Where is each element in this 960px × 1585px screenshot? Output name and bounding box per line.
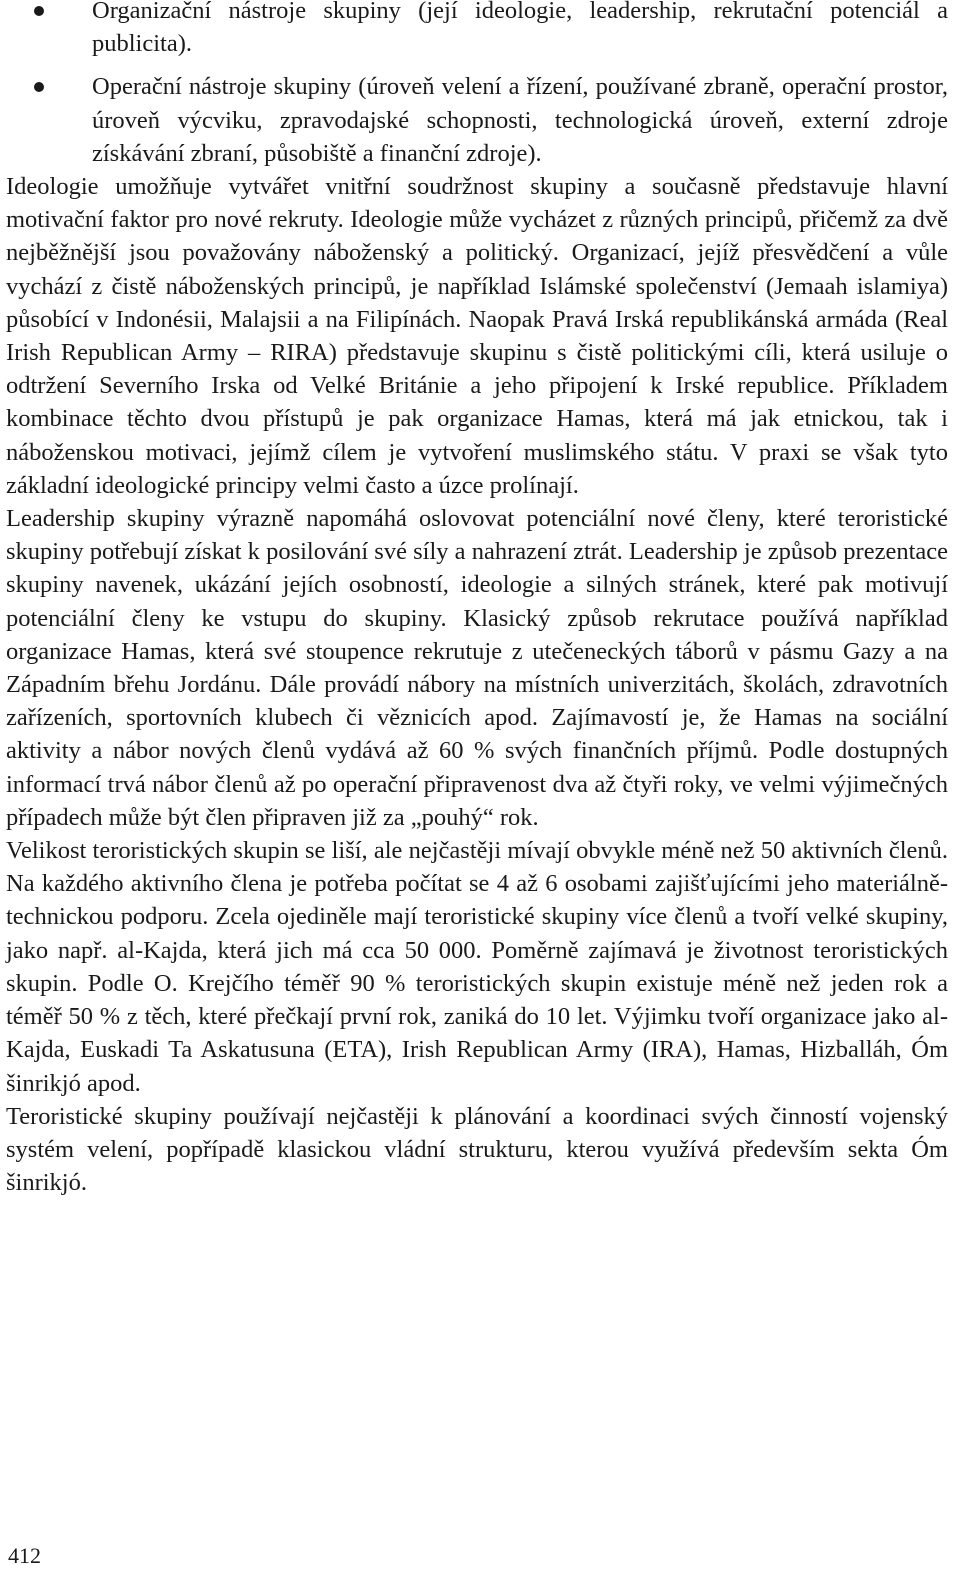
bullet-item — [6, 70, 948, 170]
paragraph-command-structure: Teroristické skupiny používají nejčastěji k plánování a koordinaci svých činností vojenský systém velení, popřípadě klasickou vládní strukturu, kterou využívá především sekta Óm šinrikjó. — [6, 1102, 948, 1197]
bullet-dot-icon — [34, 82, 44, 92]
paragraph-ideology: Ideologie umožňuje vytvářet vnitřní soudržnost skupiny a současně představuje hlavní motivační faktor pro nové rekruty. Ideologie může vycházet z různých principů, přičemž za dvě nejběžnější jsou považovány náboženský a politický. Organizací, jejíž přesvědčení a vůle vychází z čistě náboženských principů, je například Islámské společenství (Jemaah islamiya) působící v Indonésii, Malajsii a na Filipínách. Naopak Pravá Irská republikánská armáda (Real Irish Republican Army – RIRA) představuje skupinu s čistě politickými cíli, která usiluje o odtržení Severního Irska od Velké Británie a jeho připojení k Irské republice. Příkladem kombinace těchto dvou přístupů je pak organizace Hamas, která má jak etnickou, tak i náboženskou motivaci, jejímž cílem je vytvoření muslimského státu. V praxi se však tyto základní ideologické principy velmi často a úzce prolínají. — [6, 173, 948, 499]
paragraph-group-size: Velikost teroristických skupin se liší, ale nejčastěji mívají obvykle méně než 50 aktivních členů. Na každého aktivního člena je potřeba počítat se 4 až 6 osobami zajišťujícími jeho materiálně-technickou podporu. Zcela ojediněle mají teroristické skupiny více členů a tvoří velké skupiny, jako např. al-Kajda, která jich má cca 50 000. Poměrně zajímavá je životnost teroristických skupin. Podle O. Krejčího téměř 90 % teroristických skupin existuje méně než jeden rok a téměř 50 % z těch, které přečkají první rok, zaniká do 10 let. Výjimku tvoří organizace jako al-Kajda, Euskadi Ta Askatusuna (ETA), Irish Republican Army (IRA), Hamas, Hizballáh, Óm šinrikjó apod. — [6, 837, 948, 1097]
bullet-dot-icon — [34, 6, 44, 16]
bullet-item — [6, 0, 948, 60]
bullet-list — [6, 0, 948, 170]
bullet-text: Operační nástroje skupiny (úroveň velení a řízení, používané zbraně, operační prostor, úroveň výcviku, zpravodajské schopnosti, technologická úroveň, externí zdroje získávání zbraní, působiště a finanční zdroje). — [92, 73, 948, 167]
bullet-text: Organizační nástroje skupiny (její ideologie, leadership, rekrutační potenciál a publicita). — [92, 0, 948, 58]
page-number: 412 — [8, 1543, 41, 1568]
paragraph-leadership: Leadership skupiny výrazně napomáhá oslovovat potenciální nové členy, které teroristické skupiny potřebují získat k posilování své síly a nahrazení ztrát. Leadership je způsob prezentace skupiny navenek, ukázání jejích osobností, ideologie a silných stránek, které pak motivují potenciální členy ke vstupu do skupiny. Klasický způsob rekrutace používá například organizace Hamas, která své stoupence rekrutuje z utečeneckých táborů v pásmu Gazy a na Západním břehu Jordánu. Dále provádí nábory na místních univerzitách, školách, zdravotních zařízeních, sportovních klubech či věznicích apod. Zajímavostí je, že Hamas na sociální aktivity a nábor nových členů vydává až 60 % svých finančních příjmů. Podle dostupných informací trvá nábor členů až po operační připravenost dva až čtyři roky, ve velmi výjimečných případech může být člen připraven již za „pouhý“ rok. — [6, 505, 948, 831]
document-page — [6, 0, 948, 1199]
